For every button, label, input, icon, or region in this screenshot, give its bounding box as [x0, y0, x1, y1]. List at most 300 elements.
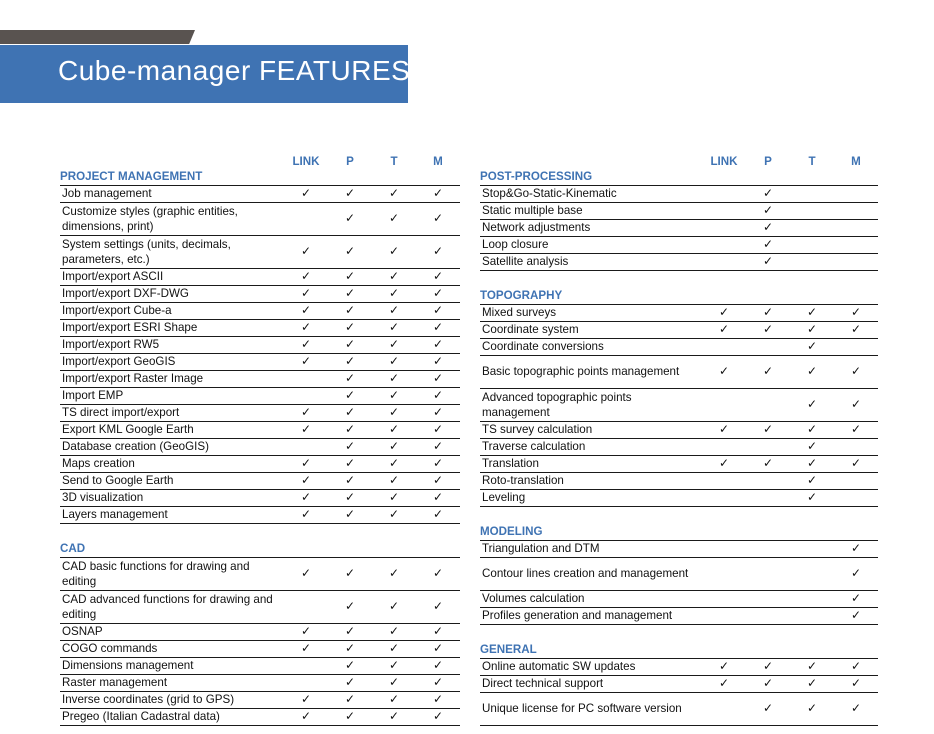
check-cell-t: [372, 388, 416, 405]
section-title: CAD: [60, 540, 460, 558]
check-cell-m: [834, 693, 878, 726]
check-cell-t: [790, 439, 834, 456]
check-cell-p: [328, 692, 372, 709]
checkmark-icon: ✓: [806, 456, 818, 471]
feature-label: Send to Google Earth: [60, 473, 284, 490]
checkmark-icon: ✓: [344, 388, 356, 403]
spacer-cell: [60, 524, 460, 541]
check-cell-link: [284, 456, 328, 473]
feature-label: Static multiple base: [480, 203, 702, 220]
check-cell-m: [834, 339, 878, 356]
check-cell-m: [416, 709, 460, 726]
feature-label: Leveling: [480, 490, 702, 507]
feature-row: [60, 203, 460, 236]
check-cell-m: [416, 236, 460, 269]
check-cell-link: [702, 693, 746, 726]
check-cell-link: [284, 422, 328, 439]
column-header-blank: [480, 150, 702, 168]
checkmark-icon: ✓: [718, 456, 730, 471]
checkmark-icon: ✓: [850, 456, 862, 471]
check-cell-t: [790, 659, 834, 676]
checkmark-icon: ✓: [388, 354, 400, 369]
check-cell-m: [416, 269, 460, 286]
check-cell-m: [834, 322, 878, 339]
check-cell-link: [702, 186, 746, 203]
check-cell-p: [746, 322, 790, 339]
checkmark-icon: ✓: [432, 624, 444, 639]
check-cell-link: [284, 320, 328, 337]
column-header-m: M: [851, 155, 861, 168]
checkmark-icon: ✓: [806, 322, 818, 337]
checkmark-icon: ✓: [344, 337, 356, 352]
checkmark-icon: ✓: [300, 354, 312, 369]
feature-label: Volumes calculation: [480, 591, 702, 608]
check-cell-t: [790, 356, 834, 389]
checkmark-icon: ✓: [344, 675, 356, 690]
feature-row: [60, 303, 460, 320]
checkmark-icon: ✓: [432, 473, 444, 488]
spacer-cell: [480, 271, 878, 288]
check-cell-m: [416, 422, 460, 439]
check-cell-p: [746, 558, 790, 591]
check-cell-t: [372, 558, 416, 591]
checkmark-icon: ✓: [344, 269, 356, 284]
checkmark-icon: ✓: [388, 405, 400, 420]
checkmark-icon: ✓: [806, 305, 818, 320]
check-cell-link: [284, 709, 328, 726]
check-cell-link: [702, 490, 746, 507]
check-cell-m: [416, 405, 460, 422]
checkmark-icon: ✓: [432, 658, 444, 673]
checkmark-icon: ✓: [388, 599, 400, 614]
feature-row: [480, 339, 878, 356]
check-cell-t: [372, 641, 416, 658]
checkmark-icon: ✓: [432, 286, 444, 301]
section-title: TOPOGRAPHY: [480, 287, 878, 305]
checkmark-icon: ✓: [388, 439, 400, 454]
checkmark-icon: ✓: [762, 676, 774, 691]
feature-row: [60, 473, 460, 490]
feature-row: [480, 558, 878, 591]
checkmark-icon: ✓: [850, 422, 862, 437]
feature-row: [480, 220, 878, 237]
checkmark-icon: ✓: [432, 388, 444, 403]
check-cell-link: [284, 337, 328, 354]
feature-label: Mixed surveys: [480, 305, 702, 322]
checkmark-icon: ✓: [388, 675, 400, 690]
check-cell-t: [372, 507, 416, 524]
check-cell-m: [416, 675, 460, 692]
check-cell-m: [416, 371, 460, 388]
feature-row: [480, 490, 878, 507]
check-cell-t: [372, 439, 416, 456]
check-cell-link: [702, 339, 746, 356]
check-cell-t: [372, 456, 416, 473]
check-cell-link: [702, 558, 746, 591]
check-cell-link: [702, 389, 746, 422]
check-cell-m: [834, 439, 878, 456]
check-cell-t: [790, 693, 834, 726]
checkmark-icon: ✓: [806, 422, 818, 437]
title-banner: [0, 45, 411, 103]
checkmark-icon: ✓: [806, 397, 818, 412]
column-header-p: P: [346, 155, 354, 168]
checkmark-icon: ✓: [344, 244, 356, 259]
check-cell-p: [328, 675, 372, 692]
checkmark-icon: ✓: [344, 422, 356, 437]
check-cell-m: [416, 388, 460, 405]
left-feature-table: [60, 150, 460, 726]
feature-label: Advanced topographic points management: [480, 389, 702, 422]
section-header-row: [480, 287, 878, 305]
feature-row: [480, 693, 878, 726]
feature-label: Layers management: [60, 507, 284, 524]
check-cell-link: [284, 658, 328, 675]
check-cell-m: [834, 541, 878, 558]
spacer-cell: [480, 625, 878, 642]
check-cell-p: [746, 490, 790, 507]
check-cell-p: [328, 286, 372, 303]
checkmark-icon: ✓: [300, 269, 312, 284]
check-cell-t: [790, 422, 834, 439]
checkmark-icon: ✓: [300, 320, 312, 335]
checkmark-icon: ✓: [388, 371, 400, 386]
feature-label: System settings (units, decimals, parameters, etc.): [60, 236, 284, 269]
feature-label: Pregeo (Italian Cadastral data): [60, 709, 284, 726]
check-cell-m: [416, 658, 460, 675]
section-title: MODELING: [480, 523, 878, 541]
check-cell-link: [284, 371, 328, 388]
feature-row: [60, 591, 460, 624]
check-cell-m: [416, 186, 460, 203]
checkmark-icon: ✓: [850, 322, 862, 337]
feature-label: Profiles generation and management: [480, 608, 702, 625]
feature-row: [60, 709, 460, 726]
check-cell-m: [416, 286, 460, 303]
checkmark-icon: ✓: [432, 211, 444, 226]
checkmark-icon: ✓: [300, 337, 312, 352]
feature-row: [60, 658, 460, 675]
feature-label: Import EMP: [60, 388, 284, 405]
check-cell-t: [790, 389, 834, 422]
feature-row: [480, 356, 878, 389]
checkmark-icon: ✓: [762, 701, 774, 716]
check-cell-p: [328, 422, 372, 439]
feature-label: Customize styles (graphic entities, dimensions, print): [60, 203, 284, 236]
check-cell-link: [284, 490, 328, 507]
check-cell-p: [328, 473, 372, 490]
check-cell-p: [746, 473, 790, 490]
check-cell-link: [284, 286, 328, 303]
check-cell-p: [328, 591, 372, 624]
check-cell-p: [328, 405, 372, 422]
checkmark-icon: ✓: [432, 269, 444, 284]
feature-label: Import/export ASCII: [60, 269, 284, 286]
checkmark-icon: ✓: [806, 339, 818, 354]
column-header-blank: [60, 150, 284, 168]
check-cell-t: [790, 473, 834, 490]
checkmark-icon: ✓: [388, 186, 400, 201]
check-cell-m: [834, 220, 878, 237]
checkmark-icon: ✓: [388, 303, 400, 318]
check-cell-p: [328, 269, 372, 286]
section-header-row: [60, 168, 460, 186]
checkmark-icon: ✓: [432, 709, 444, 724]
feature-label: Job management: [60, 186, 284, 203]
check-cell-link: [702, 237, 746, 254]
check-cell-m: [834, 186, 878, 203]
check-cell-p: [746, 659, 790, 676]
feature-label: TS direct import/export: [60, 405, 284, 422]
feature-row: [60, 269, 460, 286]
feature-label: Online automatic SW updates: [480, 659, 702, 676]
checkmark-icon: ✓: [388, 337, 400, 352]
checkmark-icon: ✓: [718, 659, 730, 674]
check-cell-t: [372, 675, 416, 692]
column-header-t: T: [808, 155, 816, 168]
checkmark-icon: ✓: [806, 364, 818, 379]
feature-label: Import/export ESRI Shape: [60, 320, 284, 337]
checkmark-icon: ✓: [806, 659, 818, 674]
checkmark-icon: ✓: [388, 566, 400, 581]
check-cell-m: [416, 490, 460, 507]
checkmark-icon: ✓: [300, 490, 312, 505]
feature-row: [480, 439, 878, 456]
check-cell-t: [372, 303, 416, 320]
checkmark-icon: ✓: [300, 709, 312, 724]
checkmark-icon: ✓: [762, 237, 774, 252]
checkmark-icon: ✓: [718, 322, 730, 337]
spacer-cell: [480, 507, 878, 524]
column-header-m: M: [433, 155, 443, 168]
check-cell-link: [702, 305, 746, 322]
feature-row: [60, 439, 460, 456]
checkmark-icon: ✓: [300, 566, 312, 581]
feature-row: [60, 354, 460, 371]
feature-row: [480, 591, 878, 608]
feature-label: CAD advanced functions for drawing and editing: [60, 591, 284, 624]
check-cell-t: [372, 371, 416, 388]
feature-label: Satellite analysis: [480, 254, 702, 271]
feature-label: Import/export DXF-DWG: [60, 286, 284, 303]
check-cell-p: [746, 186, 790, 203]
checkmark-icon: ✓: [432, 507, 444, 522]
check-cell-t: [372, 269, 416, 286]
check-cell-t: [790, 456, 834, 473]
feature-label: Roto-translation: [480, 473, 702, 490]
feature-row: [60, 422, 460, 439]
checkmark-icon: ✓: [850, 397, 862, 412]
checkmark-icon: ✓: [344, 354, 356, 369]
check-cell-t: [790, 237, 834, 254]
check-cell-m: [834, 203, 878, 220]
checkmark-icon: ✓: [344, 624, 356, 639]
check-cell-p: [328, 320, 372, 337]
check-cell-p: [328, 354, 372, 371]
check-cell-t: [372, 405, 416, 422]
check-cell-link: [702, 659, 746, 676]
check-cell-p: [746, 456, 790, 473]
check-cell-m: [416, 641, 460, 658]
checkmark-icon: ✓: [388, 286, 400, 301]
check-cell-link: [284, 558, 328, 591]
left-table-body: [60, 168, 460, 726]
checkmark-icon: ✓: [762, 186, 774, 201]
checkmark-icon: ✓: [762, 659, 774, 674]
checkmark-icon: ✓: [850, 701, 862, 716]
checkmark-icon: ✓: [388, 490, 400, 505]
check-cell-t: [790, 186, 834, 203]
check-cell-link: [702, 591, 746, 608]
check-cell-p: [746, 254, 790, 271]
checkmark-icon: ✓: [388, 211, 400, 226]
section-title: PROJECT MANAGEMENT: [60, 168, 460, 186]
checkmark-icon: ✓: [850, 659, 862, 674]
feature-label: Network adjustments: [480, 220, 702, 237]
check-cell-p: [746, 676, 790, 693]
checkmark-icon: ✓: [388, 692, 400, 707]
check-cell-p: [746, 305, 790, 322]
feature-label: Translation: [480, 456, 702, 473]
check-cell-link: [284, 591, 328, 624]
feature-row: [480, 203, 878, 220]
feature-row: [480, 659, 878, 676]
checkmark-icon: ✓: [432, 422, 444, 437]
checkmark-icon: ✓: [300, 286, 312, 301]
checkmark-icon: ✓: [300, 507, 312, 522]
feature-row: [60, 692, 460, 709]
check-cell-p: [328, 186, 372, 203]
check-cell-link: [702, 254, 746, 271]
page-title: Cube-manager FEATURES: [58, 55, 411, 86]
check-cell-p: [746, 339, 790, 356]
check-cell-p: [328, 624, 372, 641]
feature-label: Loop closure: [480, 237, 702, 254]
check-cell-t: [790, 322, 834, 339]
feature-row: [60, 320, 460, 337]
checkmark-icon: ✓: [300, 624, 312, 639]
check-cell-t: [372, 354, 416, 371]
check-cell-t: [790, 339, 834, 356]
check-cell-m: [834, 305, 878, 322]
check-cell-m: [416, 507, 460, 524]
column-header-p: P: [764, 155, 772, 168]
check-cell-link: [284, 439, 328, 456]
check-cell-t: [790, 220, 834, 237]
section-title: POST-PROCESSING: [480, 168, 878, 186]
checkmark-icon: ✓: [344, 286, 356, 301]
section-header-row: [480, 641, 878, 659]
checkmark-icon: ✓: [344, 490, 356, 505]
check-cell-link: [284, 507, 328, 524]
checkmark-icon: ✓: [850, 676, 862, 691]
checkmark-icon: ✓: [718, 305, 730, 320]
feature-label: Export KML Google Earth: [60, 422, 284, 439]
check-cell-t: [372, 692, 416, 709]
check-cell-t: [372, 236, 416, 269]
feature-label: 3D visualization: [60, 490, 284, 507]
feature-label: Maps creation: [60, 456, 284, 473]
checkmark-icon: ✓: [300, 422, 312, 437]
checkmark-icon: ✓: [806, 473, 818, 488]
check-cell-t: [790, 305, 834, 322]
check-cell-link: [284, 473, 328, 490]
feature-row: [480, 422, 878, 439]
check-cell-t: [372, 473, 416, 490]
checkmark-icon: ✓: [806, 676, 818, 691]
check-cell-t: [372, 591, 416, 624]
check-cell-m: [416, 354, 460, 371]
check-cell-p: [328, 303, 372, 320]
check-cell-p: [746, 591, 790, 608]
checkmark-icon: ✓: [388, 641, 400, 656]
feature-row: [60, 186, 460, 203]
check-cell-p: [746, 608, 790, 625]
check-cell-t: [372, 320, 416, 337]
checkmark-icon: ✓: [300, 473, 312, 488]
feature-label: COGO commands: [60, 641, 284, 658]
feature-row: [60, 675, 460, 692]
right-feature-table: [480, 150, 878, 726]
check-cell-m: [416, 473, 460, 490]
checkmark-icon: ✓: [806, 439, 818, 454]
check-cell-m: [416, 320, 460, 337]
feature-label: TS survey calculation: [480, 422, 702, 439]
check-cell-m: [834, 473, 878, 490]
feature-row: [480, 541, 878, 558]
checkmark-icon: ✓: [344, 599, 356, 614]
feature-label: Inverse coordinates (grid to GPS): [60, 692, 284, 709]
check-cell-t: [790, 676, 834, 693]
feature-row: [480, 676, 878, 693]
check-cell-t: [372, 624, 416, 641]
decorative-stripe: [0, 30, 195, 44]
checkmark-icon: ✓: [806, 490, 818, 505]
checkmark-icon: ✓: [388, 422, 400, 437]
feature-row: [60, 624, 460, 641]
checkmark-icon: ✓: [850, 566, 862, 581]
checkmark-icon: ✓: [762, 422, 774, 437]
section-spacer: [480, 507, 878, 524]
checkmark-icon: ✓: [344, 507, 356, 522]
checkmark-icon: ✓: [344, 456, 356, 471]
feature-label: Coordinate conversions: [480, 339, 702, 356]
check-cell-m: [416, 203, 460, 236]
check-cell-t: [790, 591, 834, 608]
feature-row: [60, 490, 460, 507]
column-header-link: LINK: [710, 155, 738, 168]
check-cell-link: [284, 186, 328, 203]
check-cell-m: [416, 624, 460, 641]
check-cell-link: [284, 236, 328, 269]
checkmark-icon: ✓: [344, 566, 356, 581]
check-cell-p: [746, 422, 790, 439]
check-cell-p: [328, 236, 372, 269]
section-header-row: [480, 168, 878, 186]
check-cell-link: [702, 322, 746, 339]
feature-row: [480, 389, 878, 422]
checkmark-icon: ✓: [344, 186, 356, 201]
checkmark-icon: ✓: [432, 439, 444, 454]
check-cell-p: [746, 220, 790, 237]
check-cell-link: [702, 203, 746, 220]
feature-row: [480, 237, 878, 254]
checkmark-icon: ✓: [718, 676, 730, 691]
checkmark-icon: ✓: [388, 388, 400, 403]
checkmark-icon: ✓: [344, 303, 356, 318]
check-cell-t: [372, 186, 416, 203]
checkmark-icon: ✓: [344, 371, 356, 386]
